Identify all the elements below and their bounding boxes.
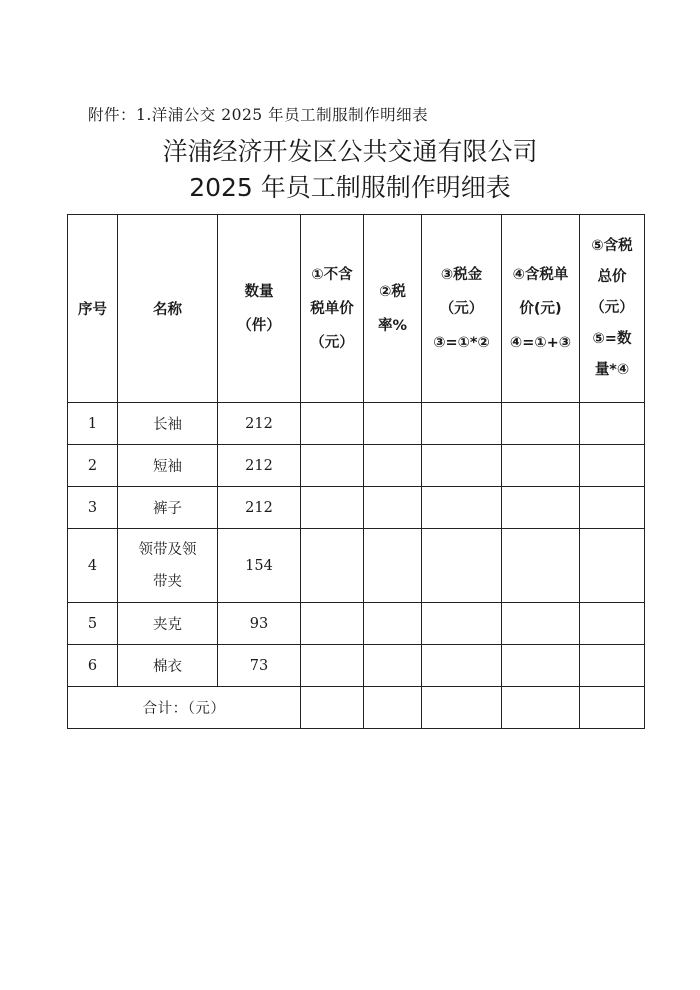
cell-unit-price-ex-tax	[301, 487, 364, 529]
header-tax-rate	[364, 215, 422, 403]
cell-tax-rate	[364, 603, 422, 645]
cell-total-inc-tax	[580, 403, 645, 445]
total-cell	[364, 687, 422, 729]
table-row	[68, 487, 645, 529]
total-cell	[422, 687, 502, 729]
header-line: ①不含	[311, 266, 353, 283]
cell-unit-price-inc-tax	[502, 445, 580, 487]
header-line: 量*④	[594, 362, 630, 378]
cell-seq: 5	[68, 603, 118, 645]
cell-qty: 212	[218, 403, 301, 445]
header-line: 总价	[597, 269, 627, 285]
cell-unit-price-ex-tax	[301, 403, 364, 445]
cell-tax-rate	[364, 645, 422, 687]
total-cell	[502, 687, 580, 729]
header-total-inc-tax	[580, 215, 645, 403]
header-line: （元）	[590, 300, 634, 316]
cell-seq: 3	[68, 487, 118, 529]
cell-unit-price-inc-tax	[502, 487, 580, 529]
header-line: ③=①*②	[433, 334, 490, 351]
header-qty-line: 数量	[244, 283, 274, 300]
cell-seq: 6	[68, 645, 118, 687]
header-line: ④=①+③	[509, 334, 572, 351]
table-row	[68, 403, 645, 445]
cell-tax-rate	[364, 445, 422, 487]
cell-seq: 4	[68, 529, 118, 603]
cell-unit-price-inc-tax	[502, 603, 580, 645]
cell-name-line: 带夹	[153, 573, 182, 590]
cell-tax	[422, 603, 502, 645]
cell-tax	[422, 487, 502, 529]
cell-qty: 93	[218, 603, 301, 645]
cell-name: 棉衣	[118, 645, 218, 687]
total-row	[68, 687, 645, 729]
cell-unit-price-ex-tax	[301, 645, 364, 687]
header-qty	[218, 215, 301, 403]
cell-tax-rate	[364, 487, 422, 529]
cell-seq: 2	[68, 445, 118, 487]
header-unit-price-inc-tax	[502, 215, 580, 403]
cell-qty: 212	[218, 445, 301, 487]
header-row	[68, 215, 645, 403]
cell-total-inc-tax	[580, 487, 645, 529]
header-name: 名称	[118, 215, 218, 403]
document-title-company: 洋浦经济开发区公共交通有限公司	[162, 137, 538, 166]
header-line: ⑤含税	[591, 238, 633, 254]
header-line: ②税	[379, 283, 406, 300]
document-title-table: 2025 年员工制服制作明细表	[189, 173, 511, 202]
cell-total-inc-tax	[580, 529, 645, 603]
cell-tax	[422, 645, 502, 687]
header-line: ③税金	[440, 266, 483, 283]
cell-name-line: 领带及领	[138, 541, 197, 558]
header-line: ④含税单	[512, 266, 569, 283]
uniform-detail-table	[67, 214, 645, 729]
cell-name: 长袖	[118, 403, 218, 445]
header-unit-price-ex-tax	[301, 215, 364, 403]
cell-total-inc-tax	[580, 603, 645, 645]
cell-tax	[422, 445, 502, 487]
total-label: 合计：（元）	[68, 687, 301, 729]
cell-name: 短袖	[118, 445, 218, 487]
header-qty-line: （件）	[237, 317, 281, 334]
cell-name: 夹克	[118, 603, 218, 645]
cell-unit-price-inc-tax	[502, 645, 580, 687]
cell-name: 裤子	[118, 487, 218, 529]
cell-tax	[422, 403, 502, 445]
cell-unit-price-inc-tax	[502, 529, 580, 603]
cell-seq: 1	[68, 403, 118, 445]
header-line: ⑤=数	[592, 331, 632, 347]
header-seq: 序号	[68, 215, 118, 403]
cell-tax-rate	[364, 403, 422, 445]
header-line: 率%	[377, 317, 408, 334]
cell-tax	[422, 529, 502, 603]
attachment-label: 附件：1.洋浦公交 2025 年员工制服制作明细表	[88, 106, 429, 124]
cell-tax-rate	[364, 529, 422, 603]
header-line: 价(元)	[519, 300, 562, 317]
cell-name	[118, 529, 218, 603]
cell-unit-price-ex-tax	[301, 603, 364, 645]
cell-qty: 73	[218, 645, 301, 687]
cell-qty: 212	[218, 487, 301, 529]
cell-unit-price-inc-tax	[502, 403, 580, 445]
header-line: （元）	[439, 300, 484, 317]
cell-unit-price-ex-tax	[301, 445, 364, 487]
table-row	[68, 445, 645, 487]
table-row	[68, 529, 645, 603]
header-line: （元）	[310, 334, 354, 351]
total-cell	[580, 687, 645, 729]
header-line: 税单价	[310, 300, 354, 317]
total-cell	[301, 687, 364, 729]
cell-qty: 154	[218, 529, 301, 603]
cell-total-inc-tax	[580, 445, 645, 487]
table-row	[68, 645, 645, 687]
header-tax	[422, 215, 502, 403]
cell-total-inc-tax	[580, 645, 645, 687]
cell-unit-price-ex-tax	[301, 529, 364, 603]
table-row	[68, 603, 645, 645]
